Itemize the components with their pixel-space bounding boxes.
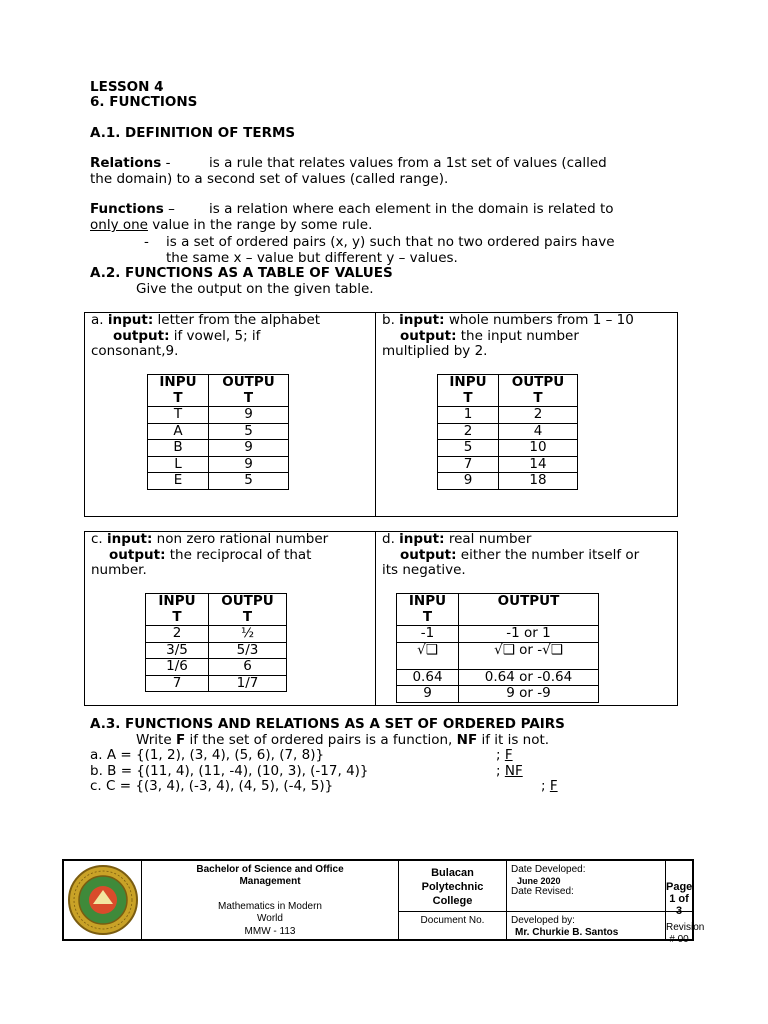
- problem-d-output: output: either the number itself or: [400, 546, 640, 563]
- bullet-dash: -: [144, 234, 149, 250]
- footer-program-cell: [142, 861, 399, 939]
- functions-definition: [90, 201, 175, 217]
- table-row: 2 4: [438, 423, 578, 440]
- problem-box-ab: [84, 312, 678, 517]
- footer-logo-cell: [64, 861, 142, 939]
- program-name: Bachelor of Science and Office Management: [196, 864, 344, 887]
- table-row: E 5: [148, 473, 289, 490]
- table-row: 1/6 6: [146, 659, 287, 676]
- section-a2-instruction: Give the output on the given table.: [136, 281, 374, 297]
- problem-b-head-input: INPU T: [438, 375, 499, 407]
- table-row: 5 10: [438, 440, 578, 457]
- problem-c-line3: number.: [91, 562, 147, 578]
- problem-box-cd: [84, 531, 678, 706]
- problem-c-output: output: the reciprocal of that: [109, 546, 312, 563]
- problem-b-table: [437, 374, 578, 490]
- bullet-line-1: is a set of ordered pairs (x, y) such that no two ordered pairs have: [166, 234, 615, 250]
- functions-line-1: is a relation where each element in the domain is related to: [209, 201, 614, 217]
- answer-c: ; F: [541, 778, 558, 794]
- problem-b-output: output: the input number: [400, 327, 579, 344]
- answer-a: ; F: [496, 747, 513, 763]
- course-code: MMW - 113: [244, 926, 296, 937]
- table-row: 1 2: [438, 407, 578, 424]
- bullet-line-2: the same x – value but different y – values.: [166, 250, 458, 266]
- functions-line-2: [90, 217, 372, 233]
- college-seal-icon: [67, 864, 139, 936]
- footer-school-cell: [399, 861, 507, 939]
- table-row: T 9: [148, 407, 289, 424]
- problem-a-input: a. input: letter from the alphabet: [91, 312, 321, 328]
- school-name: Bulacan Polytechnic College: [421, 867, 484, 907]
- problem-c-input: c. input: non zero rational number: [91, 531, 329, 547]
- course-name: Mathematics in Modern World: [218, 901, 322, 924]
- problem-a: [85, 313, 376, 516]
- ordered-pair-set-c: c. C = {(3, 4), (-3, 4), (4, 5), (-4, 5)}: [90, 778, 334, 794]
- ordered-pair-set-a: a. A = {(1, 2), (3, 4), (5, 6), (7, 8)}: [90, 747, 325, 763]
- answer-b: ; NF: [496, 763, 523, 779]
- problem-a-head-output: OUTPU T: [209, 375, 289, 407]
- developer-name: Mr. Churkie B. Santos: [515, 927, 619, 938]
- table-row: √❑ √❑ or -√❑: [397, 642, 599, 669]
- footer-page-cell: [666, 861, 705, 945]
- relations-line-1: is a rule that relates values from a 1st set of values (called: [209, 155, 607, 171]
- problem-b: [376, 313, 677, 516]
- date-developed: June 2020: [517, 876, 561, 886]
- revision-number: Revision # 00: [666, 922, 705, 945]
- problem-c-head-output: OUTPU T: [209, 594, 287, 626]
- ordered-pair-set-b: b. B = {(11, 4), (11, -4), (10, 3), (-17, 4)}: [90, 763, 369, 779]
- table-row: A 5: [148, 423, 289, 440]
- problem-b-line3: multiplied by 2.: [382, 343, 488, 359]
- problem-a-table: [147, 374, 289, 490]
- table-row: 9 9 or -9: [397, 686, 599, 703]
- only-one-underlined: only one: [90, 217, 148, 233]
- date-revised-label: Date Revised:: [511, 886, 574, 897]
- table-row: 7 14: [438, 456, 578, 473]
- page-number: Page 1 of 3: [666, 881, 693, 917]
- relations-term: Relations: [90, 155, 162, 171]
- problem-b-head-output: OUTPU T: [499, 375, 578, 407]
- table-row: 7 1/7: [146, 675, 287, 692]
- lesson-topic: 6. FUNCTIONS: [90, 94, 198, 110]
- relations-dash: -: [161, 155, 171, 171]
- problem-c: [85, 532, 376, 705]
- relations-definition: [90, 155, 170, 171]
- problem-d-head-output: OUTPUT: [459, 594, 599, 626]
- table-row: -1 -1 or 1: [397, 626, 599, 643]
- relations-line-2: the domain) to a second set of values (called range).: [90, 171, 449, 187]
- footer-dates-cell: [507, 861, 666, 939]
- document-footer: [62, 859, 705, 945]
- section-a3-title: A.3. FUNCTIONS AND RELATIONS AS A SET OF ORDERED PAIRS: [90, 716, 565, 732]
- date-developed-label: Date Developed:: [511, 864, 586, 875]
- table-row: 2 ½: [146, 626, 287, 643]
- problem-c-table: [145, 593, 287, 692]
- divider: [507, 911, 665, 912]
- functions-dash: –: [163, 201, 175, 217]
- problem-a-output: output: if vowel, 5; if: [113, 327, 261, 344]
- developed-by-label: Developed by:: [511, 915, 575, 926]
- problem-d-head-input: INPU T: [397, 594, 459, 626]
- problem-a-line3: consonant,9.: [91, 343, 179, 359]
- table-row: 0.64 0.64 or -0.64: [397, 669, 599, 686]
- functions-term: Functions: [90, 201, 164, 217]
- divider: [399, 911, 506, 912]
- lesson-number: LESSON 4: [90, 79, 164, 95]
- problem-c-head-input: INPU T: [146, 594, 209, 626]
- table-row: 3/5 5/3: [146, 642, 287, 659]
- problem-d-input: d. input: real number: [382, 531, 532, 547]
- problem-d: [376, 532, 677, 705]
- problem-b-input: b. input: whole numbers from 1 – 10: [382, 312, 634, 328]
- table-row: 9 18: [438, 473, 578, 490]
- problem-d-line3: its negative.: [382, 562, 466, 578]
- section-a3-instruction: Write F if the set of ordered pairs is a function, NF if it is not.: [136, 732, 550, 748]
- table-row: B 9: [148, 440, 289, 457]
- section-a2-title: A.2. FUNCTIONS AS A TABLE OF VALUES: [90, 265, 393, 281]
- functions-line-2-rest: value in the range by some rule.: [147, 217, 373, 233]
- section-a1-title: A.1. DEFINITION OF TERMS: [90, 125, 296, 141]
- problem-a-head-input: INPU T: [148, 375, 209, 407]
- table-row: L 9: [148, 456, 289, 473]
- problem-d-table: [396, 593, 599, 703]
- divider: [666, 911, 692, 912]
- document-number-label: Document No.: [420, 915, 485, 926]
